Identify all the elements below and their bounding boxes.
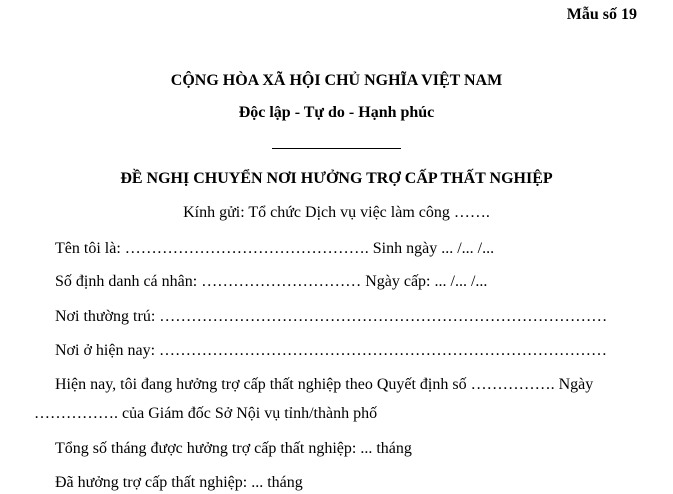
total-months-line: Tổng số tháng được hưởng trợ cấp thất nghiệp: ... tháng [55,440,412,457]
name-line: Tên tôi là: ………………………………………. Sinh ngày ... /... /... [55,240,495,257]
current-benefit-continuation: ……………. của Giám đốc Sở Nội vụ tỉnh/thành phố [34,405,378,422]
permanent-residence-line: Nơi thường trú: ………………………………………………………………………… [55,308,608,325]
id-number-line: Số định danh cá nhân: ………………………… Ngày cấp: ... /... /... [55,273,488,290]
form-number: Mẫu số 19 [566,6,637,23]
motto: Độc lập - Tự do - Hạnh phúc [238,104,435,121]
recipient-line: Kính gửi: Tổ chức Dịch vụ việc làm công ……. [183,204,490,221]
current-residence-line: Nơi ở hiện nay: ………………………………………………………………………… [55,342,608,359]
current-benefit-line: Hiện nay, tôi đang hưởng trợ cấp thất nghiệp theo Quyết định số ……………. Ngày [55,376,594,393]
document-title: ĐỀ NGHỊ CHUYỂN NƠI HƯỞNG TRỢ CẤP THẤT NGHIỆP [120,170,553,187]
header-divider [272,148,401,149]
republic-heading: CỘNG HÒA XÃ HỘI CHỦ NGHĨA VIỆT NAM [170,72,503,89]
received-months-line: Đã hưởng trợ cấp thất nghiệp: ... tháng [55,474,303,491]
